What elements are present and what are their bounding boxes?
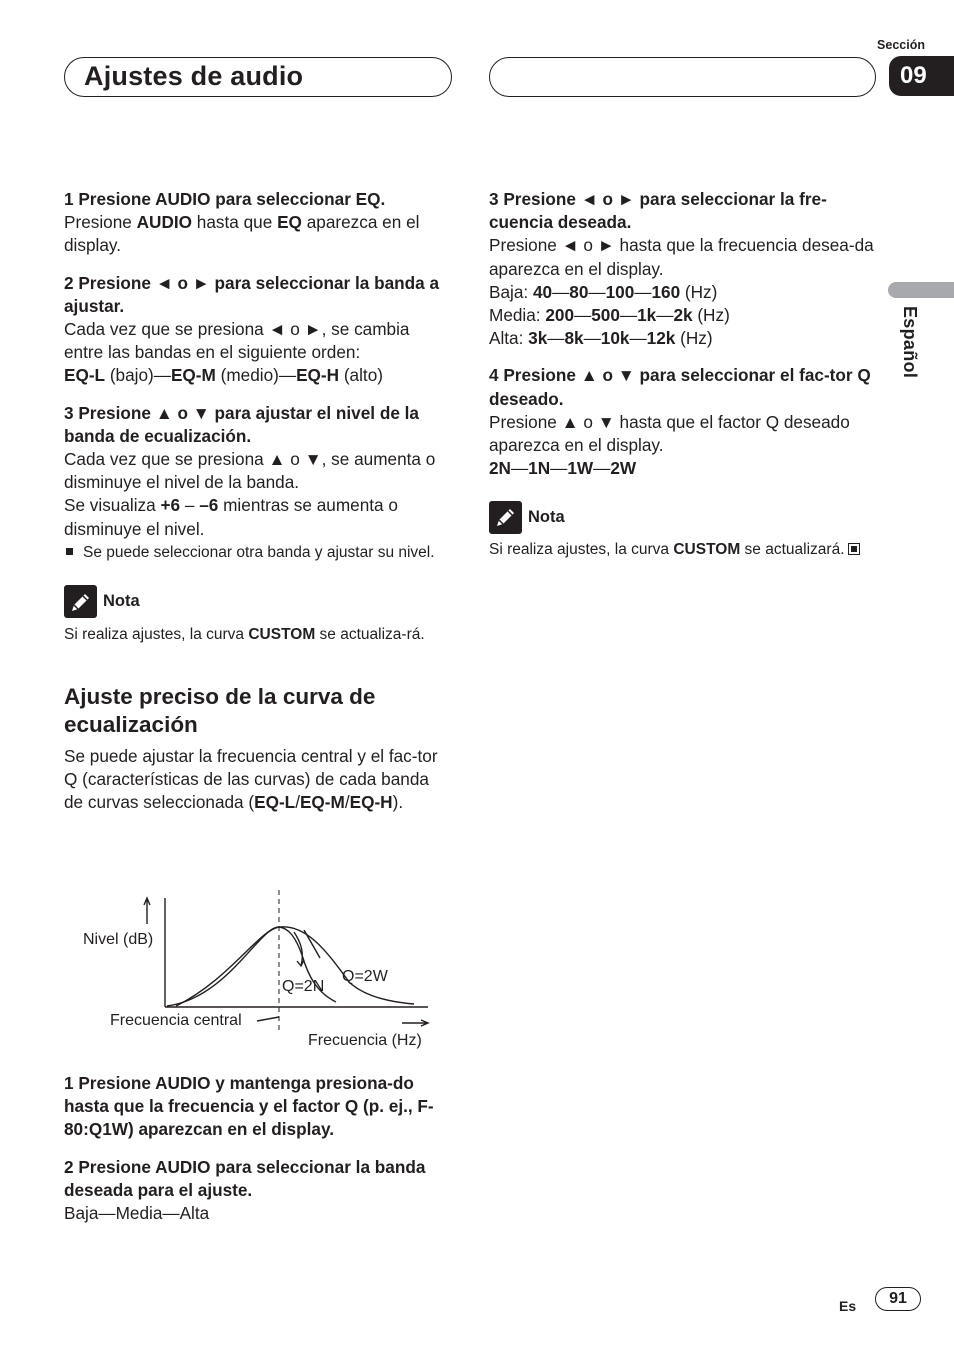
step-r4-body: Presione ▲ o ▼ hasta que el factor Q deseado aparezca en el display. — [489, 411, 850, 456]
freq-row-high: Alta: 3k—8k—10k—12k (Hz) — [489, 328, 713, 349]
step-r3-body: Presione ◄ o ► hasta que la frecuencia desea-da aparezca en el display. — [489, 235, 874, 279]
footer-language: Es — [839, 1298, 857, 1314]
step-3-display: Se visualiza +6 – –6 mientras se aumenta o disminuye el nivel. — [64, 495, 398, 539]
step-r4-heading: 4 Presione ▲ o ▼ para seleccionar el fac-tor Q deseado. — [489, 365, 871, 409]
freq-row-mid: Media: 200—500—1k—2k (Hz) — [489, 305, 730, 326]
right-note-text: Si realiza ajustes, la curva CUSTOM se actualizará. — [489, 538, 879, 562]
section-number: 09 — [889, 56, 954, 96]
note-label: Nota — [103, 592, 140, 611]
center-label-leader — [257, 1017, 279, 1021]
step-3-heading: 3 Presione ▲ o ▼ para ajustar el nivel de la banda de ecualización. — [64, 402, 419, 446]
step-3-body: Cada vez que se presiona ▲ o ▼, se aumenta o disminuye el nivel de la banda. — [64, 449, 436, 493]
adjust-step-2-heading: 2 Presione AUDIO para seleccionar la banda deseada para el ajuste. — [64, 1156, 426, 1200]
bullet-square-icon — [66, 548, 73, 555]
section-subheading: Ajuste preciso de la curva de ecualización — [64, 683, 376, 737]
freq-row-low: Baja: 40—80—100—160 (Hz) — [489, 281, 718, 302]
pencil-note-icon — [64, 585, 97, 618]
q-order: 2N—1N—1W—2W — [489, 458, 637, 479]
adjust-step-2-body: Baja—Media—Alta — [64, 1203, 210, 1224]
language-tab-bar — [888, 282, 954, 298]
right-column — [489, 188, 879, 562]
step-1-body: Presione AUDIO hasta que EQ aparezca en el display. — [64, 212, 420, 256]
note-heading — [64, 585, 450, 619]
step-2-body: Cada vez que se presiona ◄ o ►, se cambia entre las bandas en el siguiente orden: — [64, 319, 410, 363]
step-r3-heading: 3 Presione ◄ o ► para seleccionar la fre-cuencia deseada. — [489, 189, 827, 233]
y-arrow — [144, 898, 150, 924]
language-tab-label: Español — [900, 306, 920, 379]
step-3-bullet: Se puede seleccionar otra banda y ajustar su nivel. — [64, 541, 450, 565]
note-text: Si realiza ajustes, la curva CUSTOM se actualiza-rá. — [64, 625, 425, 643]
q-2w-label: Q=2W — [342, 968, 388, 985]
left-column-bottom — [64, 1072, 450, 1225]
x-arrow — [402, 1020, 428, 1026]
page-number: 91 — [875, 1287, 921, 1311]
x-axis-label: Frecuencia (Hz) — [308, 1032, 422, 1049]
q-2n-label: Q=2N — [282, 978, 325, 995]
pencil-note-icon — [489, 501, 522, 534]
step-2-heading: 2 Presione ◄ o ► para seleccionar la banda a ajustar. — [64, 272, 440, 316]
band-order: EQ-L (bajo)—EQ-M (medio)—EQ-H (alto) — [64, 365, 383, 386]
section-label: Sección — [877, 38, 925, 52]
header-blank-frame — [489, 57, 876, 97]
page-title: Ajustes de audio — [84, 61, 304, 91]
y-axis-label: Nivel (dB) — [83, 931, 154, 948]
right-note-label: Nota — [528, 507, 565, 526]
step-1-heading: 1 Presione AUDIO para seleccionar EQ. — [64, 189, 386, 209]
left-column — [64, 188, 450, 814]
adjust-step-1-heading: 1 Presione AUDIO y mantenga presiona-do hasta que la frecuencia y el factor Q (p. ej., F- 80:Q1W) aparezcan en el display. — [64, 1073, 434, 1140]
section-intro: Se puede ajustar la frecuencia central y el fac-tor Q (características de las curvas) de cada banda de curvas seleccionada (EQ-L/EQ-M/EQ-H). — [64, 745, 438, 813]
end-mark-icon — [848, 543, 860, 555]
center-frequency-label: Frecuencia central — [110, 1012, 242, 1029]
right-note-heading — [489, 500, 879, 534]
